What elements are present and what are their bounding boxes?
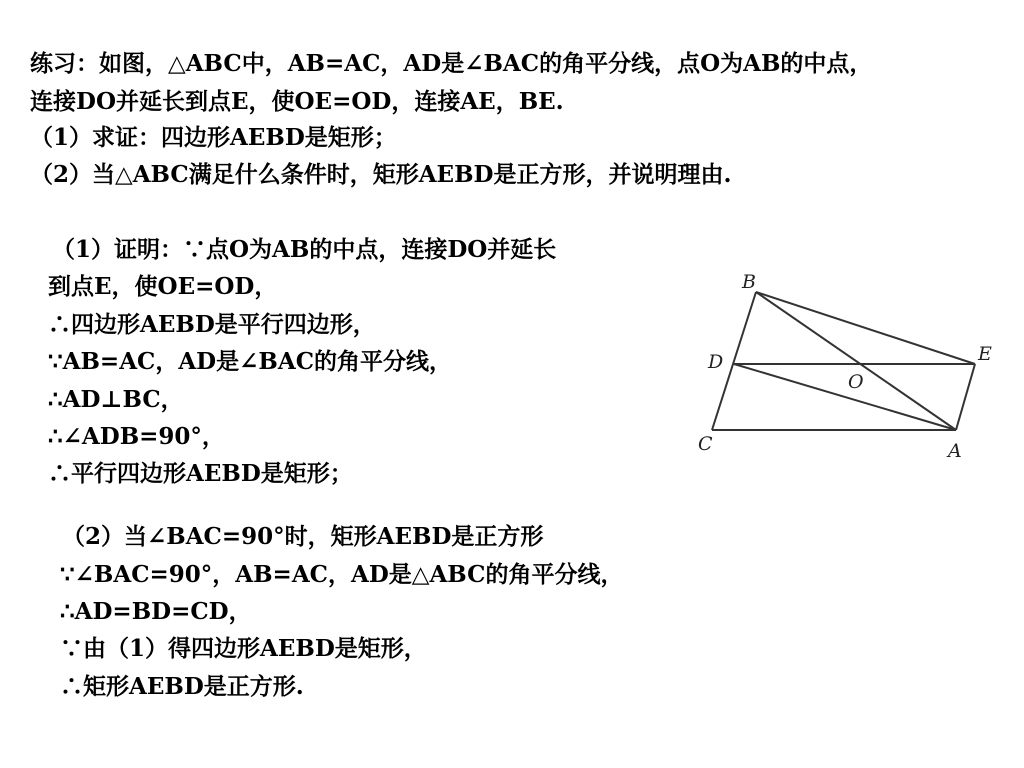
- label-A: A: [948, 440, 962, 462]
- proof1-line-5: ∴AD⊥BC，: [48, 386, 184, 413]
- label-B: B: [742, 271, 756, 293]
- figure-lines: [712, 292, 975, 430]
- proof1-line-6: ∴∠ADB=90°，: [48, 423, 225, 450]
- segment-AE: [956, 364, 975, 430]
- proof1-line-2: 到点E，使OE=OD，: [48, 273, 278, 300]
- problem-line-2: 连接DO并延长到点E，使OE=OD，连接AE，BE.: [30, 88, 564, 115]
- proof1-line-7: ∴平行四边形AEBD是矩形；: [48, 460, 353, 487]
- label-D: D: [708, 351, 724, 373]
- problem-question-1: （1）求证：四边形AEBD是矩形；: [30, 124, 397, 151]
- label-O: O: [848, 371, 864, 393]
- label-C: C: [698, 433, 713, 455]
- proof2-line-5: ∴矩形AEBD是正方形.: [60, 673, 304, 700]
- proof1-line-3: ∴四边形AEBD是平行四边形，: [48, 311, 376, 338]
- proof2-line-3: ∴AD=BD=CD，: [60, 598, 252, 625]
- proof1-line-4: ∵AB=AC，AD是∠BAC的角平分线，: [48, 348, 452, 375]
- problem-line-1: 练习：如图，△ABC中，AB=AC，AD是∠BAC的角平分线，点O为AB的中点，: [30, 50, 873, 77]
- proof2-line-1: （2）当∠BAC=90°时，矩形AEBD是正方形: [62, 523, 544, 550]
- label-E: E: [978, 343, 992, 365]
- proof2-line-4: ∵由（1）得四边形AEBD是矩形，: [60, 635, 427, 662]
- proof1-line-1: （1）证明：∵点O为AB的中点，连接DO并延长: [52, 236, 557, 263]
- segment-AB: [756, 292, 956, 430]
- segment-AD: [734, 364, 956, 430]
- segment-BE: [756, 292, 975, 364]
- geometry-figure: [690, 262, 1010, 468]
- problem-question-2: （2）当△ABC满足什么条件时，矩形AEBD是正方形，并说明理由.: [30, 161, 732, 188]
- proof2-line-2: ∵∠BAC=90°，AB=AC，AD是△ABC的角平分线，: [60, 561, 624, 588]
